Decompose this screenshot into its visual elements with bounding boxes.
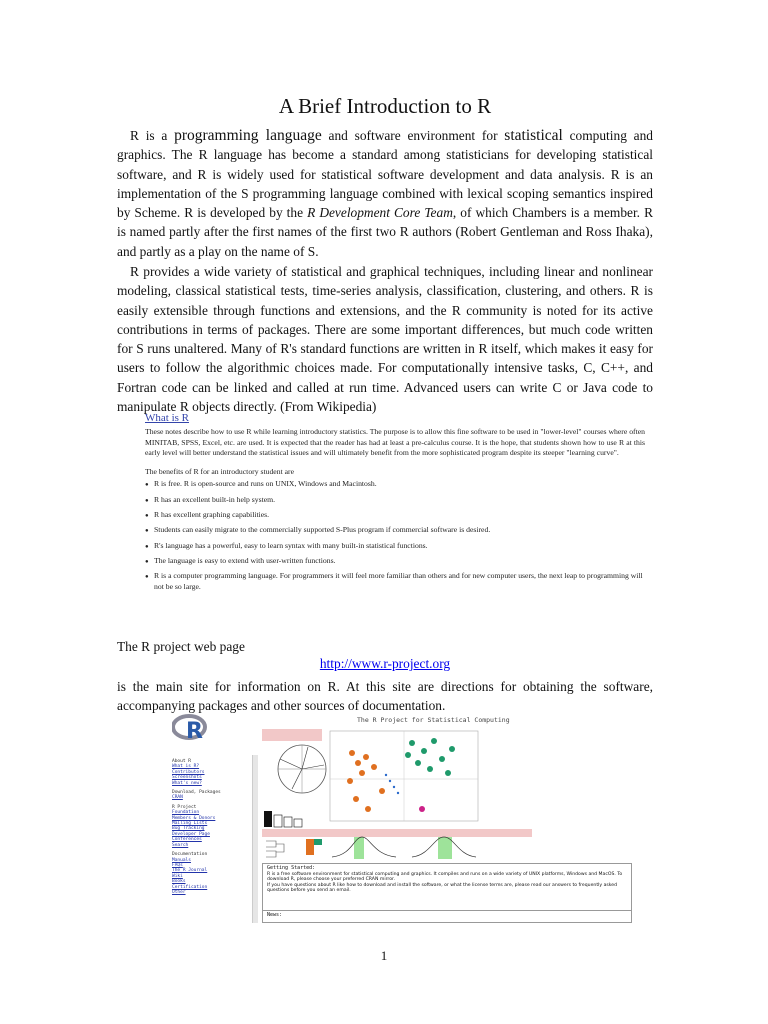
getting-started-item: If you have questions about R like how to download and install the software, or what the license terms are, please read our answers to frequently asked questions before you send an email. xyxy=(267,882,618,894)
text: , of which Chambers is a member. R is named partly after the first names of the first two R authors (Robert Gentleman and Ross Ihaka), and partly as a play on the name of S. xyxy=(117,205,654,259)
nav-link[interactable]: Screenshots xyxy=(172,775,202,781)
site-title: The R Project for Statistical Computing xyxy=(357,716,510,724)
benefits-list xyxy=(145,479,645,591)
nav-link[interactable]: What is R? xyxy=(172,764,200,770)
getting-started-box xyxy=(262,863,632,911)
nav-group: About R xyxy=(172,759,191,764)
features-paragraph: R provides a wide variety of statistical and graphical techniques, including linear and nonlinear modeling, classical statistical tests, time-series analysis, classification, clustering, and others. R is easily extensible through functions and extensions, and the R community is noted for its active contributions in terms of packages. There are some important differences, but much code written for S runs unaltered. Many of R's standard functions are written in R itself, which makes it easy for users to follow the algorithmic choices made. For computationally intensive tasks, C, C++, and Fortran code can be linked and called at run time. Advanced users can write C or Java code to manipulate R objects directly. (From Wikipedia) xyxy=(117,264,653,415)
url-row xyxy=(117,656,653,672)
team-name: R Development Core Team xyxy=(307,205,453,221)
nav-group: Documentation xyxy=(172,852,208,858)
intro-paragraph xyxy=(117,126,653,261)
nav-link[interactable]: What's new? xyxy=(172,780,202,786)
logo-letter: R xyxy=(186,719,203,743)
text: computing and graphics. The R language has become a standard among statisticians for developing statistical software, and R is widely used for statistical software development and data analysis. R is an implementation of the S programming language combined with lexical scoping semantics inspired by Scheme. R is developed by the xyxy=(117,128,653,221)
text: and software environment for xyxy=(321,128,505,143)
figure-title[interactable]: What is R xyxy=(145,412,189,424)
nav-link[interactable]: Books xyxy=(172,879,186,885)
nav-link[interactable]: Conferences xyxy=(172,837,202,843)
nav-link[interactable]: Wiki xyxy=(172,873,183,879)
nav-link[interactable]: Contributors xyxy=(172,769,205,775)
list-item: ● R is a computer programming language. For programmers it will feel more familiar than others and for new computer users, the next leap to programming will not be so large. xyxy=(145,571,645,592)
list-item: ● R is free. R is open-source and runs on UNIX, Windows and Macintosh. xyxy=(145,479,645,489)
nav-link[interactable]: Developer Page xyxy=(172,831,210,837)
nav-link[interactable]: Other xyxy=(172,889,186,895)
getting-started-item: R is a free software environment for statistical computing and graphics. It compiles and runs on a wide variety of UNIX platforms, Windows and MacOS. To download R, please choose your preferred CRAN mirror. xyxy=(267,871,623,883)
nav-link[interactable]: Foundation xyxy=(172,810,200,816)
page-title: A Brief Introduction to R xyxy=(278,94,492,118)
r-project-screenshot xyxy=(172,713,632,923)
text: statistical xyxy=(504,127,563,144)
page-scrollbar[interactable] xyxy=(252,755,258,923)
nav-link[interactable]: Search xyxy=(172,842,189,848)
figure-intro: These notes describe how to use R while learning introductory statistics. The purpose is to allow this fine software to be used in "lower-level" courses where often MINITAB, SPSS, Excel, etc. are used. It is expected that the reader has had at least a pre-calculus course. It is the hope, that students shown how to use R at this early level will better understand the statistical issues and will ultimately benefit from the more sophisticated program despite its steeper "learning curve". xyxy=(145,427,645,457)
list-item: ● R's language has a powerful, easy to learn syntax with many built-in statistical functions. xyxy=(145,541,645,551)
figure-caption: The R project web page xyxy=(117,639,245,654)
nav-group: R Project xyxy=(172,804,197,810)
text: programming language xyxy=(174,127,322,144)
nav-link[interactable]: Bug Tracking xyxy=(172,826,205,832)
list-item: ● The language is easy to extend with user-written functions. xyxy=(145,556,645,566)
site-nav xyxy=(172,755,238,895)
nav-link[interactable]: Mailing Lists xyxy=(172,821,208,827)
graphics-collage-image xyxy=(262,729,632,859)
page-number: 1 xyxy=(380,948,388,963)
list-item: ● Students can easily migrate to the commercially supported S-Plus program if commercial software is desired. xyxy=(145,525,645,535)
nav-link[interactable]: CRAN xyxy=(172,795,183,801)
text: R is a xyxy=(130,128,175,143)
list-item: ● R has excellent graphing capabilities. xyxy=(145,510,645,520)
news-box: News: xyxy=(262,911,632,923)
nav-link[interactable]: The R Journal xyxy=(172,868,208,874)
r-project-link[interactable]: http://www.r-project.org xyxy=(319,656,451,671)
r-logo-icon xyxy=(172,713,210,743)
getting-started-title: Getting Started: xyxy=(267,865,316,871)
what-is-r-figure xyxy=(145,413,645,631)
nav-link[interactable]: Certification xyxy=(172,884,208,890)
benefits-heading: The benefits of R for an introductory student are xyxy=(145,467,295,477)
nav-group: Download, Packages xyxy=(172,790,221,796)
nav-link[interactable]: Members & Donors xyxy=(172,815,216,821)
list-item: ● R has an excellent built-in help system. xyxy=(145,495,645,505)
site-paragraph: is the main site for information on R. At this site are directions for obtaining the software, accompanying packages and other sources of documentation. xyxy=(117,679,653,714)
nav-link[interactable]: FAQs xyxy=(172,862,183,868)
nav-link[interactable]: Manuals xyxy=(172,857,191,863)
